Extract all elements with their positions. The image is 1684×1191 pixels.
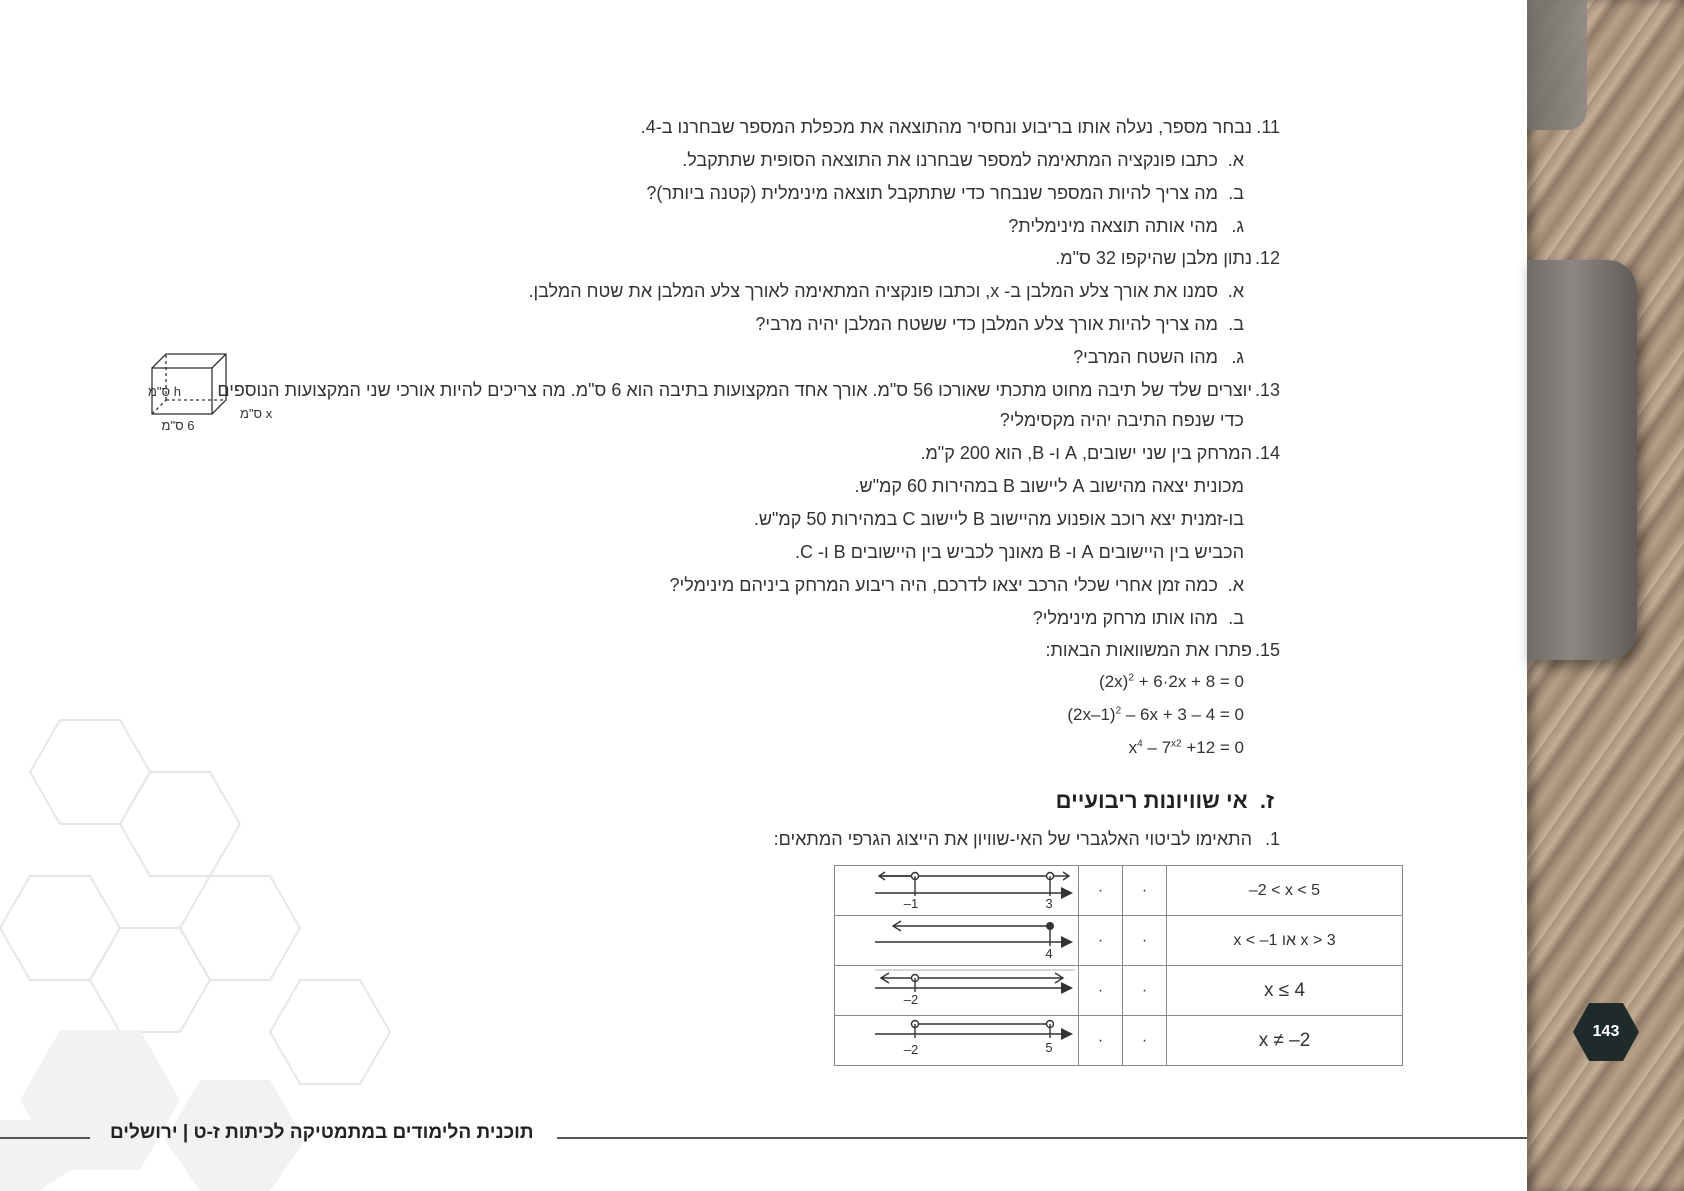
wooden-block [1527,260,1637,660]
problem-number: 12. [1254,248,1280,268]
eq-exponent: 2 [1115,705,1122,717]
tick-label: –2 [903,992,919,1007]
height-label: h ס"מ [148,384,181,399]
problem-number: 14. [1254,443,1280,463]
problem-14-line2 [754,507,1244,531]
tick-label: –2 [903,1042,919,1057]
footer-title [110,1122,534,1144]
wooden-block-top [1527,0,1587,130]
problem-11 [641,115,1280,139]
sub-letter: ב. [1228,183,1244,203]
problem-number: 1. [1264,829,1280,849]
problem-number: 15. [1254,640,1280,660]
sub-letter: א. [1227,575,1244,595]
eq-part: + 6·2x + 8 = 0 [1133,672,1244,691]
match-point-right[interactable]: · [1123,966,1167,1016]
tick-label: –1 [903,896,919,911]
number-line-graph [835,1016,1079,1066]
problem-14-line1 [855,474,1245,498]
sub-letter: ג. [1231,347,1244,367]
equation-2 [1067,705,1244,725]
footer-separator: | [182,1122,189,1143]
footer-city: ירושלים [110,1122,178,1143]
footer-rule-right [557,1137,1527,1139]
number-line-graph [835,866,1079,916]
x-label: x ס"מ [240,406,273,421]
eq-part: (2x–1) [1067,705,1116,724]
problem-text-cont: כדי שנפח התיבה יהיה מקסימלי? [999,410,1244,430]
section-letter: ז. [1259,788,1274,813]
problem-text: יוצרים שלד של תיבה מחוט מתכתי שאורכו 56 ס"מ. אורך אחד המקצועות בתיבה הוא 6 ס"מ. מה צריכים להיות אורכי שני המקצועות הנוספים [217,380,1252,400]
number-line-graph [835,916,1079,966]
six-label: 6 ס"מ [161,418,195,433]
footer-rule-left [0,1137,90,1139]
sub-letter: א. [1227,150,1244,170]
problem-text: המרחק בין שני ישובים, A ו- B, הוא 200 ק"מ. [920,443,1252,463]
problem-14-b [1033,606,1244,630]
section-heading [1056,788,1274,814]
problem-13 [217,378,1280,402]
sub-text: כמה זמן אחרי שכלי הרכב יצאו לדרכם, היה ריבוע המרחק ביניהם מינימלי? [669,575,1218,595]
table-row [835,1016,1403,1066]
eq-part: – 6x + 3 – 4 = 0 [1121,705,1244,724]
box-diagram [108,352,273,433]
sub-text: סמנו את אורך צלע המלבן ב- x, וכתבו פונקציה המתאימה לאורך צלע המלבן את שטח המלבן. [528,281,1218,301]
section-problem-1 [774,827,1280,851]
table-row [835,966,1403,1016]
problem-line: מכונית יצאה מהישוב A ליישוב B במהירות 60 קמ"ש. [854,476,1244,496]
number-line-graph [835,966,1079,1016]
sub-text: כתבו פונקציה המתאימה למספר שבחרנו את התוצאה הסופית שתתקבל. [682,150,1218,170]
matching-table [834,865,1403,1066]
problem-text: נבחר מספר, נעלה אותו בריבוע ונחסיר מהתוצאה את מכפלת המספר שבחרנו ב-4. [640,117,1252,137]
match-point-right[interactable]: · [1123,1016,1167,1066]
page-number-badge [1573,1003,1639,1061]
page-number: 143 [1592,1023,1620,1040]
problem-11-a [682,148,1244,172]
inequality-expression: x ≠ –2 [1167,1016,1403,1066]
sub-letter: ב. [1228,314,1244,334]
section-title: אי שוויונות ריבועיים [1055,788,1248,813]
problem-text: התאימו לביטוי האלגברי של האי-שוויון את הייצוג הגרפי המתאים: [773,829,1252,849]
problem-12-c [1073,345,1244,369]
inequality-expression: –2 < x < 5 [1167,866,1403,916]
sub-text: מהו השטח המרבי? [1073,347,1218,367]
problem-text: פתרו את המשוואות הבאות: [1045,640,1252,660]
tick-label: 3 [1045,896,1053,911]
problem-text: נתון מלבן שהיקפו 32 ס"מ. [1055,248,1252,268]
match-point-left[interactable]: · [1079,916,1123,966]
problem-11-b [646,181,1244,205]
problem-14-line3 [795,540,1244,564]
eq-part: +12 = 0 [1181,738,1244,757]
eq-part: – 7 [1142,738,1172,757]
footer-program: תוכנית הלימודים במתמטיקה לכיתות ז-ט [193,1122,534,1143]
eq-exponent: 2 [1128,672,1134,684]
sub-text: מהי אותה תוצאה מינימלית? [1008,216,1218,236]
sub-text: מהו אותו מרחק מינימלי? [1032,608,1218,628]
sub-text: מה צריך להיות אורך צלע המלבן כדי ששטח המלבן יהיה מרבי? [755,314,1218,334]
problem-12-b [755,312,1244,336]
eq-part: (2x) [1099,672,1129,691]
sub-text: מה צריך להיות המספר שנבחר כדי שתתקבל תוצאה מינימלית (קטנה ביותר)? [646,183,1218,203]
inequality-expression: x ≤ 4 [1167,966,1403,1016]
inequality-expression: x < –1 או x > 3 [1167,916,1403,966]
problem-12-a [528,279,1244,303]
eq-exponent: 4 [1137,738,1143,750]
problem-13-line2 [1000,408,1244,432]
problem-11-c [1008,214,1244,238]
sub-letter: ב. [1228,608,1244,628]
match-point-right[interactable]: · [1123,866,1167,916]
match-point-left[interactable]: · [1079,1016,1123,1066]
problem-12 [1055,246,1280,270]
sub-letter: ג. [1231,216,1244,236]
equation-3 [1129,738,1244,758]
hexagon-background-pattern [0,700,520,1191]
problem-14 [920,441,1280,465]
table-row [835,916,1403,966]
problem-line: בו-זמנית יצא רוכב אופנוע מהיישוב B ליישוב C במהירות 50 קמ"ש. [753,509,1244,529]
sub-letter: א. [1227,281,1244,301]
problem-number: 11. [1256,117,1280,137]
match-point-left[interactable]: · [1079,966,1123,1016]
match-point-right[interactable]: · [1123,916,1167,966]
problem-line: הכביש בין היישובים A ו- B מאונך לכביש בין היישובים B ו- C. [794,542,1244,562]
equation-1 [1099,672,1244,692]
table-row [835,866,1403,916]
tick-label: 4 [1045,946,1053,961]
problem-15 [1045,638,1280,662]
problem-number: 13. [1254,380,1280,400]
eq-part: x [1128,738,1138,757]
problem-14-a [670,573,1244,597]
tick-label: 5 [1045,1040,1053,1055]
match-point-left[interactable]: · [1079,866,1123,916]
eq-exponent: x2 [1171,738,1182,750]
